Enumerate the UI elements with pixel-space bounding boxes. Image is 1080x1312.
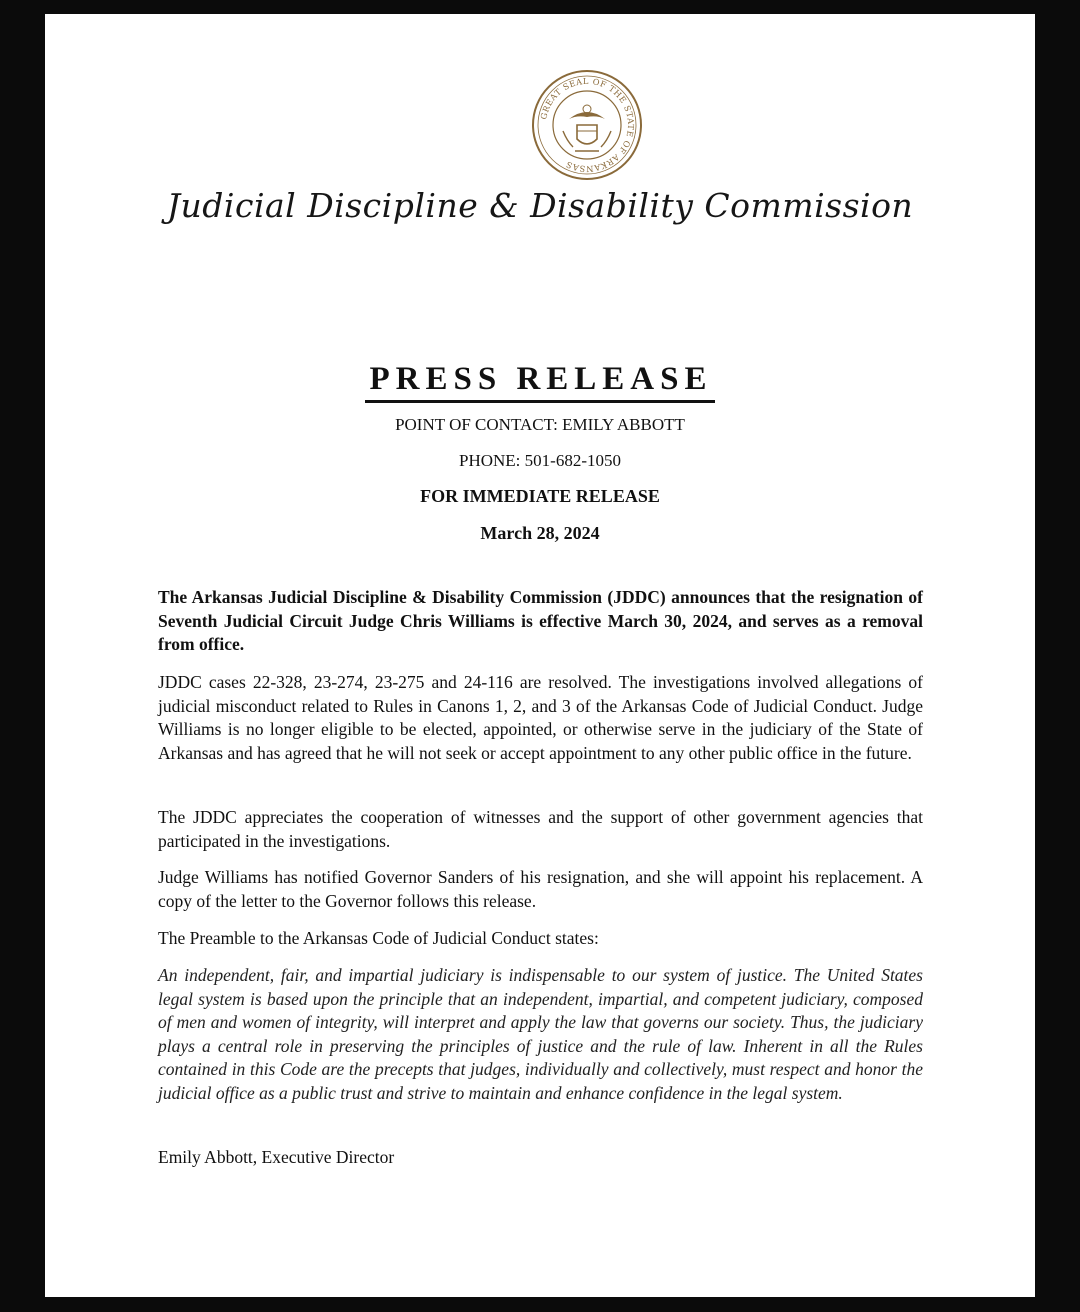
preamble-quote: An independent, fair, and impartial judiciary is indispensable to our system of justice. The United States legal system is based upon the principle that an independent, impartial, and competent judiciary, composed of men and women of integrity, will interpret and apply the law that governs our society. Thus, the judiciary plays a central role in preserving the principles of justice and the rule of law. Inherent in all the Rules contained in this Code are the precepts that judges, individually and collectively, must respect and honor the judicial office as a public trust and strive to maintain and enhance confidence in the legal system. bbox=[158, 965, 923, 1103]
document-page bbox=[45, 14, 1035, 1297]
intro-paragraph: The Arkansas Judicial Discipline & Disability Commission (JDDC) announces that the resignation of Seventh Judicial Circuit Judge Chris Williams is effective March 30, 2024, and serves as a removal from office. bbox=[158, 587, 923, 654]
governor-paragraph: Judge Williams has notified Governor Sanders of his resignation, and she will appoint his replacement. A copy of the letter to the Governor follows this release. bbox=[158, 867, 923, 911]
point-of-contact: POINT OF CONTACT: EMILY ABBOTT bbox=[395, 415, 685, 434]
cases-paragraph: JDDC cases 22-328, 23-274, 23-275 and 24-116 are resolved. The investigations involved allegations of judicial misconduct related to Rules in Canons 1, 2, and 3 of the Arkansas Code of Judicial Conduct. Judge Williams is no longer eligible to be elected, appointed, or otherwise serve in the judiciary of the State of Arkansas and has agreed that he will not seek or accept appointment to any other public office in the future. bbox=[158, 672, 923, 763]
preamble-intro: The Preamble to the Arkansas Code of Judicial Conduct states: bbox=[158, 928, 599, 948]
contact-phone: PHONE: 501-682-1050 bbox=[459, 451, 621, 470]
svg-text:GREAT SEAL OF THE STATE OF ARK: GREAT SEAL OF THE STATE OF ARKANSAS bbox=[538, 75, 637, 175]
signature: Emily Abbott, Executive Director bbox=[158, 1147, 395, 1167]
seal-image bbox=[531, 69, 643, 181]
release-date: March 28, 2024 bbox=[480, 523, 600, 543]
appreciation-paragraph: The JDDC appreciates the cooperation of witnesses and the support of other government agencies that participated in the investigations. bbox=[158, 807, 923, 851]
press-release-title: PRESS RELEASE bbox=[365, 359, 714, 403]
agency-name: Judicial Discipline & Disability Commission bbox=[166, 186, 914, 225]
release-type: FOR IMMEDIATE RELEASE bbox=[420, 486, 660, 506]
state-seal bbox=[531, 69, 643, 181]
press-release-heading bbox=[45, 359, 1035, 403]
